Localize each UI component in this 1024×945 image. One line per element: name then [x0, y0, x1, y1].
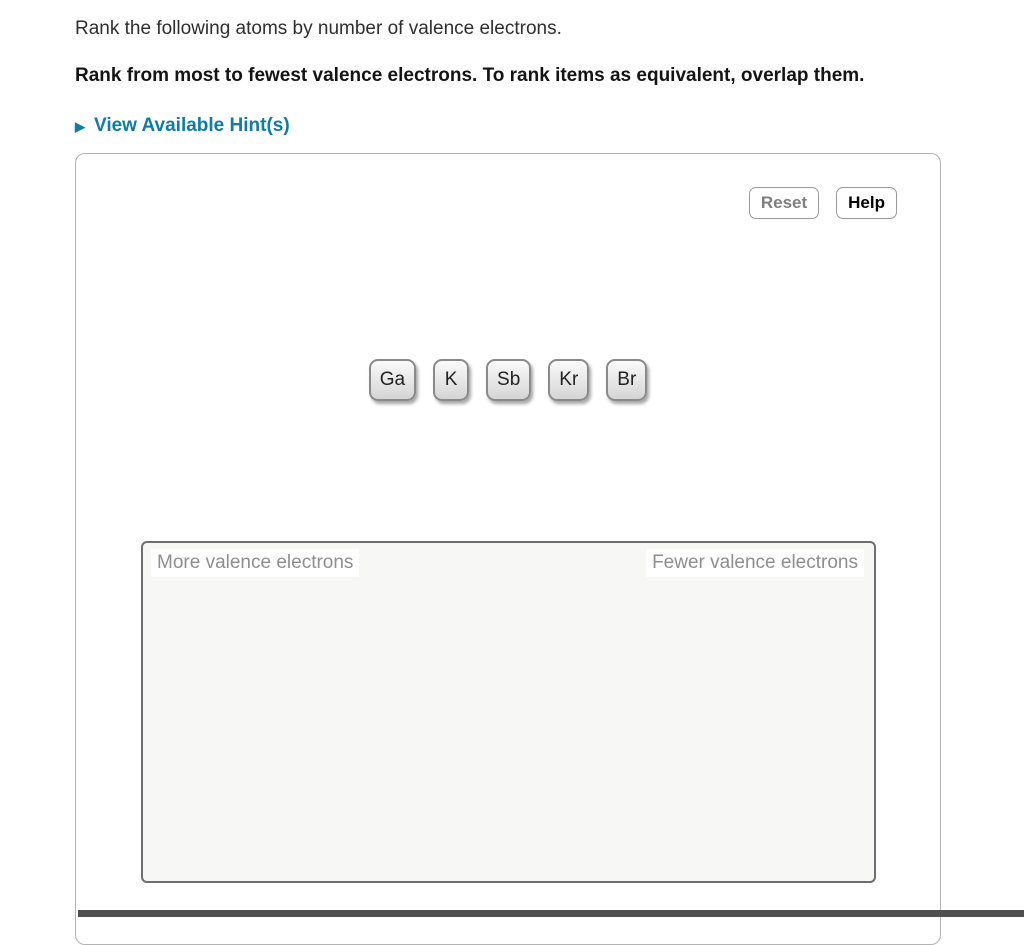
dropzone-right-label: Fewer valence electrons: [646, 549, 864, 577]
reset-button[interactable]: Reset: [749, 187, 819, 219]
dropzone-left-label: More valence electrons: [151, 549, 359, 577]
chip-sb[interactable]: Sb: [486, 359, 531, 401]
bottom-scrollbar[interactable]: [78, 910, 1024, 917]
ranking-dropzone[interactable]: [141, 541, 876, 883]
chip-ga[interactable]: Ga: [369, 359, 416, 401]
chip-k[interactable]: K: [433, 359, 469, 401]
hint-arrow-icon: ▶: [75, 118, 85, 134]
help-button[interactable]: Help: [836, 187, 897, 219]
hint-link-label: View Available Hint(s): [94, 115, 290, 136]
question-area: [0, 0, 1024, 137]
activity-toolbar: [749, 187, 897, 219]
ranking-activity-panel: [75, 153, 941, 945]
chips-row: [76, 359, 940, 401]
question-prompt: Rank the following atoms by number of valence electrons.: [75, 18, 562, 39]
question-instruction: Rank from most to fewest valence electrons. To rank items as equivalent, overlap them.: [75, 65, 865, 86]
chip-br[interactable]: Br: [606, 359, 647, 401]
chip-kr[interactable]: Kr: [548, 359, 589, 401]
view-hints-link[interactable]: [75, 115, 290, 137]
